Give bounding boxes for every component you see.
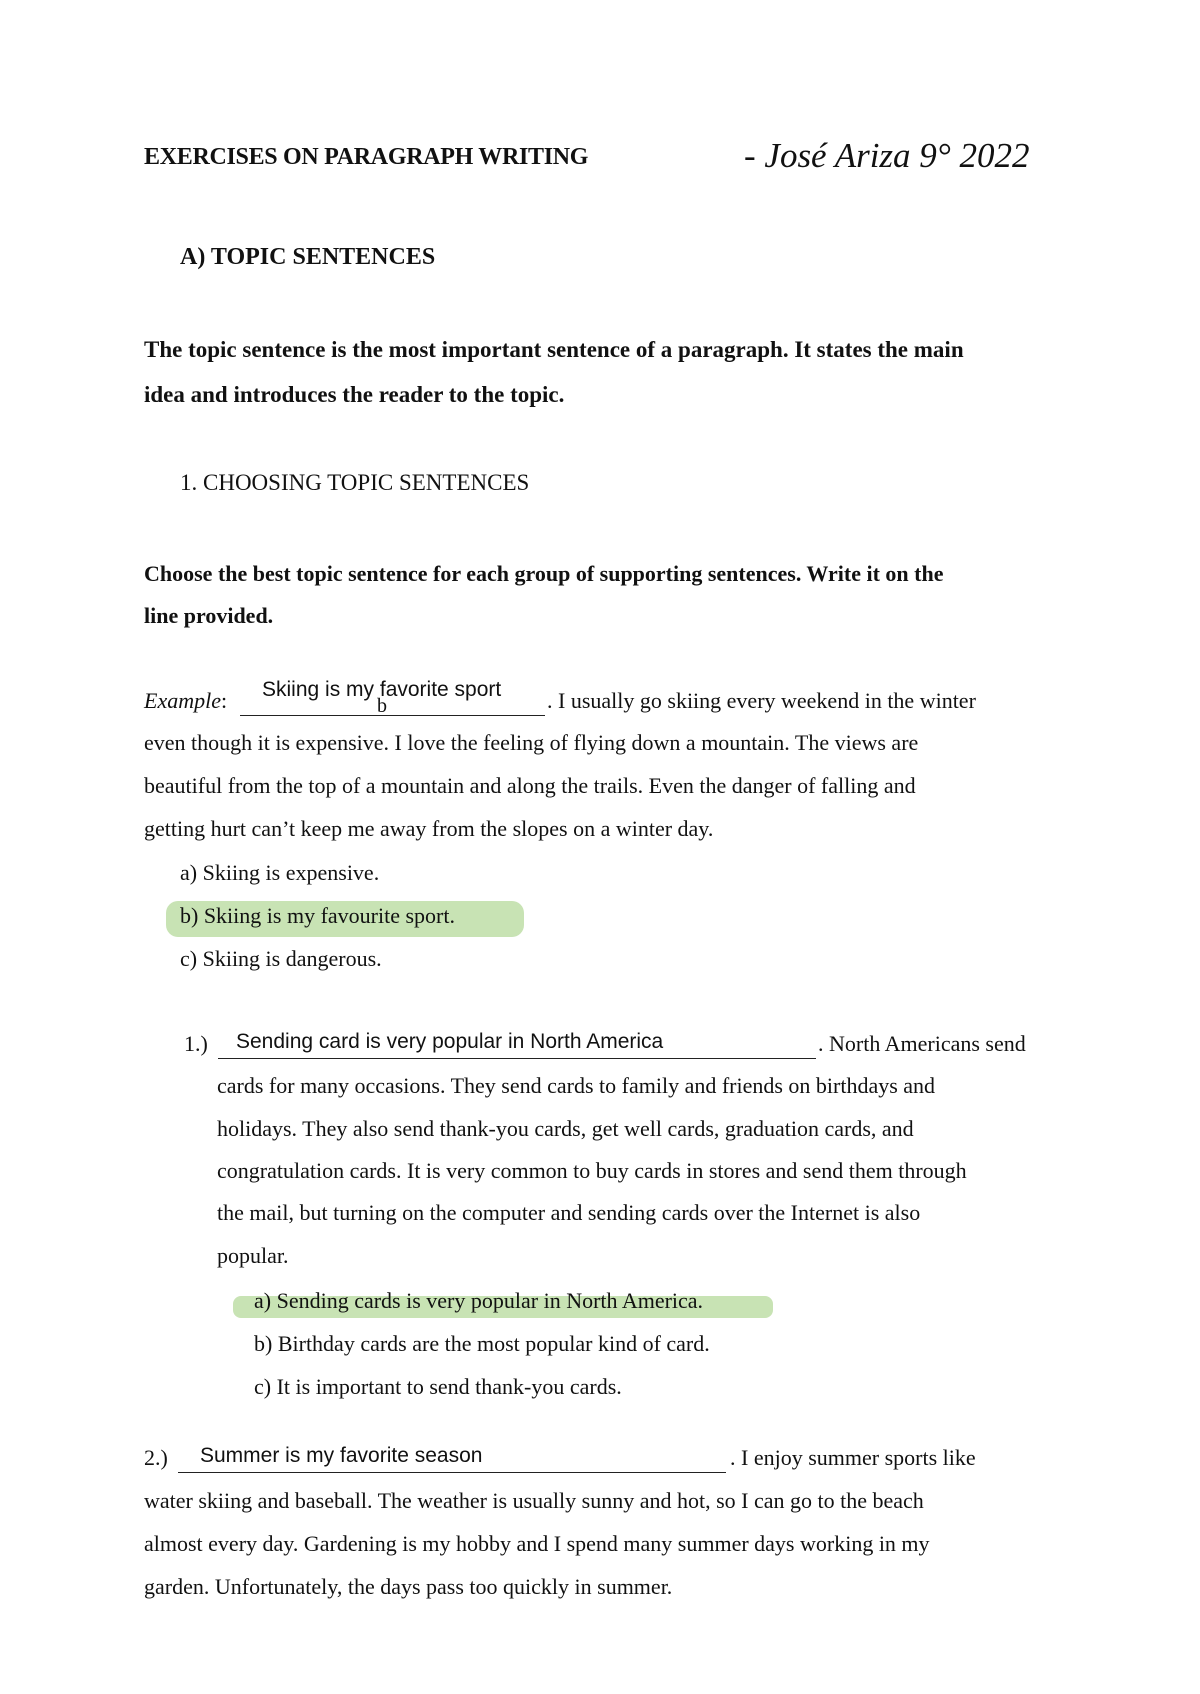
exercise2-line-1-rest: . I enjoy summer sports like xyxy=(730,1445,976,1470)
exercise2-answer-line[interactable] xyxy=(178,1472,726,1473)
exercise1-line-3: holidays. They also send thank-you cards, get well cards, graduation cards, and xyxy=(217,1116,914,1141)
example-answer: Skiing is my favorite sport xyxy=(262,678,502,701)
exercise1-option-c[interactable]: c) It is important to send thank-you cards. xyxy=(254,1374,622,1399)
subsection-heading-choosing: 1. CHOOSING TOPIC SENTENCES xyxy=(180,470,530,495)
example-option-c[interactable]: c) Skiing is dangerous. xyxy=(180,946,382,971)
example-line-1-rest: . I usually go skiing every weekend in the winter xyxy=(547,688,976,713)
exercise1-answer-line[interactable] xyxy=(218,1058,816,1059)
example-option-b[interactable]: b) Skiing is my favourite sport. xyxy=(180,903,455,928)
instruction-line-1: Choose the best topic sentence for each group of supporting sentences. Write it on the xyxy=(144,561,944,586)
section-heading-topic-sentences: A) TOPIC SENTENCES xyxy=(180,244,436,270)
intro-line-1: The topic sentence is the most important sentence of a paragraph. It states the main xyxy=(144,337,964,362)
exercise1-number: 1.) xyxy=(184,1031,208,1056)
exercise2-line-4: garden. Unfortunately, the days pass too quickly in summer. xyxy=(144,1574,673,1599)
exercise1-line-5: the mail, but turning on the computer and sending cards over the Internet is also xyxy=(217,1200,921,1225)
example-colon: : xyxy=(220,688,228,713)
exercise1-line-2: cards for many occasions. They send cards to family and friends on birthdays and xyxy=(217,1073,936,1098)
example-answer-line[interactable] xyxy=(240,715,545,716)
example-label: Example xyxy=(144,688,221,713)
exercise1-answer: Sending card is very popular in North America xyxy=(236,1030,664,1053)
exercise2-line-3: almost every day. Gardening is my hobby and I spend many summer days working in my xyxy=(144,1531,930,1556)
example-line-4: getting hurt can’t keep me away from the slopes on a winter day. xyxy=(144,816,714,841)
exercise1-line-6: popular. xyxy=(217,1243,289,1268)
example-label-wrap xyxy=(144,680,227,723)
example-line-3: beautiful from the top of a mountain and along the trails. Even the danger of falling and xyxy=(144,773,916,798)
intro-line-2: idea and introduces the reader to the topic. xyxy=(144,382,565,407)
exercise1-option-a[interactable]: a) Sending cards is very popular in North America. xyxy=(254,1288,704,1313)
exercise1-line-4: congratulation cards. It is very common to buy cards in stores and send them through xyxy=(217,1158,967,1183)
example-line-2: even though it is expensive. I love the feeling of flying down a mountain. The views are xyxy=(144,730,919,755)
exercise2-number: 2.) xyxy=(144,1445,168,1470)
page-title: EXERCISES ON PARAGRAPH WRITING xyxy=(144,144,589,170)
example-stray-mark: b xyxy=(377,695,387,717)
author-handwritten: - José Ariza 9° 2022 xyxy=(744,136,1030,175)
exercise1-option-b[interactable]: b) Birthday cards are the most popular kind of card. xyxy=(254,1331,710,1356)
example-option-a[interactable]: a) Skiing is expensive. xyxy=(180,860,380,885)
instruction-line-2: line provided. xyxy=(144,603,274,628)
exercise2-line-2: water skiing and baseball. The weather is usually sunny and hot, so I can go to the beach xyxy=(144,1488,924,1513)
exercise2-answer: Summer is my favorite season xyxy=(200,1444,483,1467)
exercise1-line-1-rest: . North Americans send xyxy=(818,1031,1026,1056)
